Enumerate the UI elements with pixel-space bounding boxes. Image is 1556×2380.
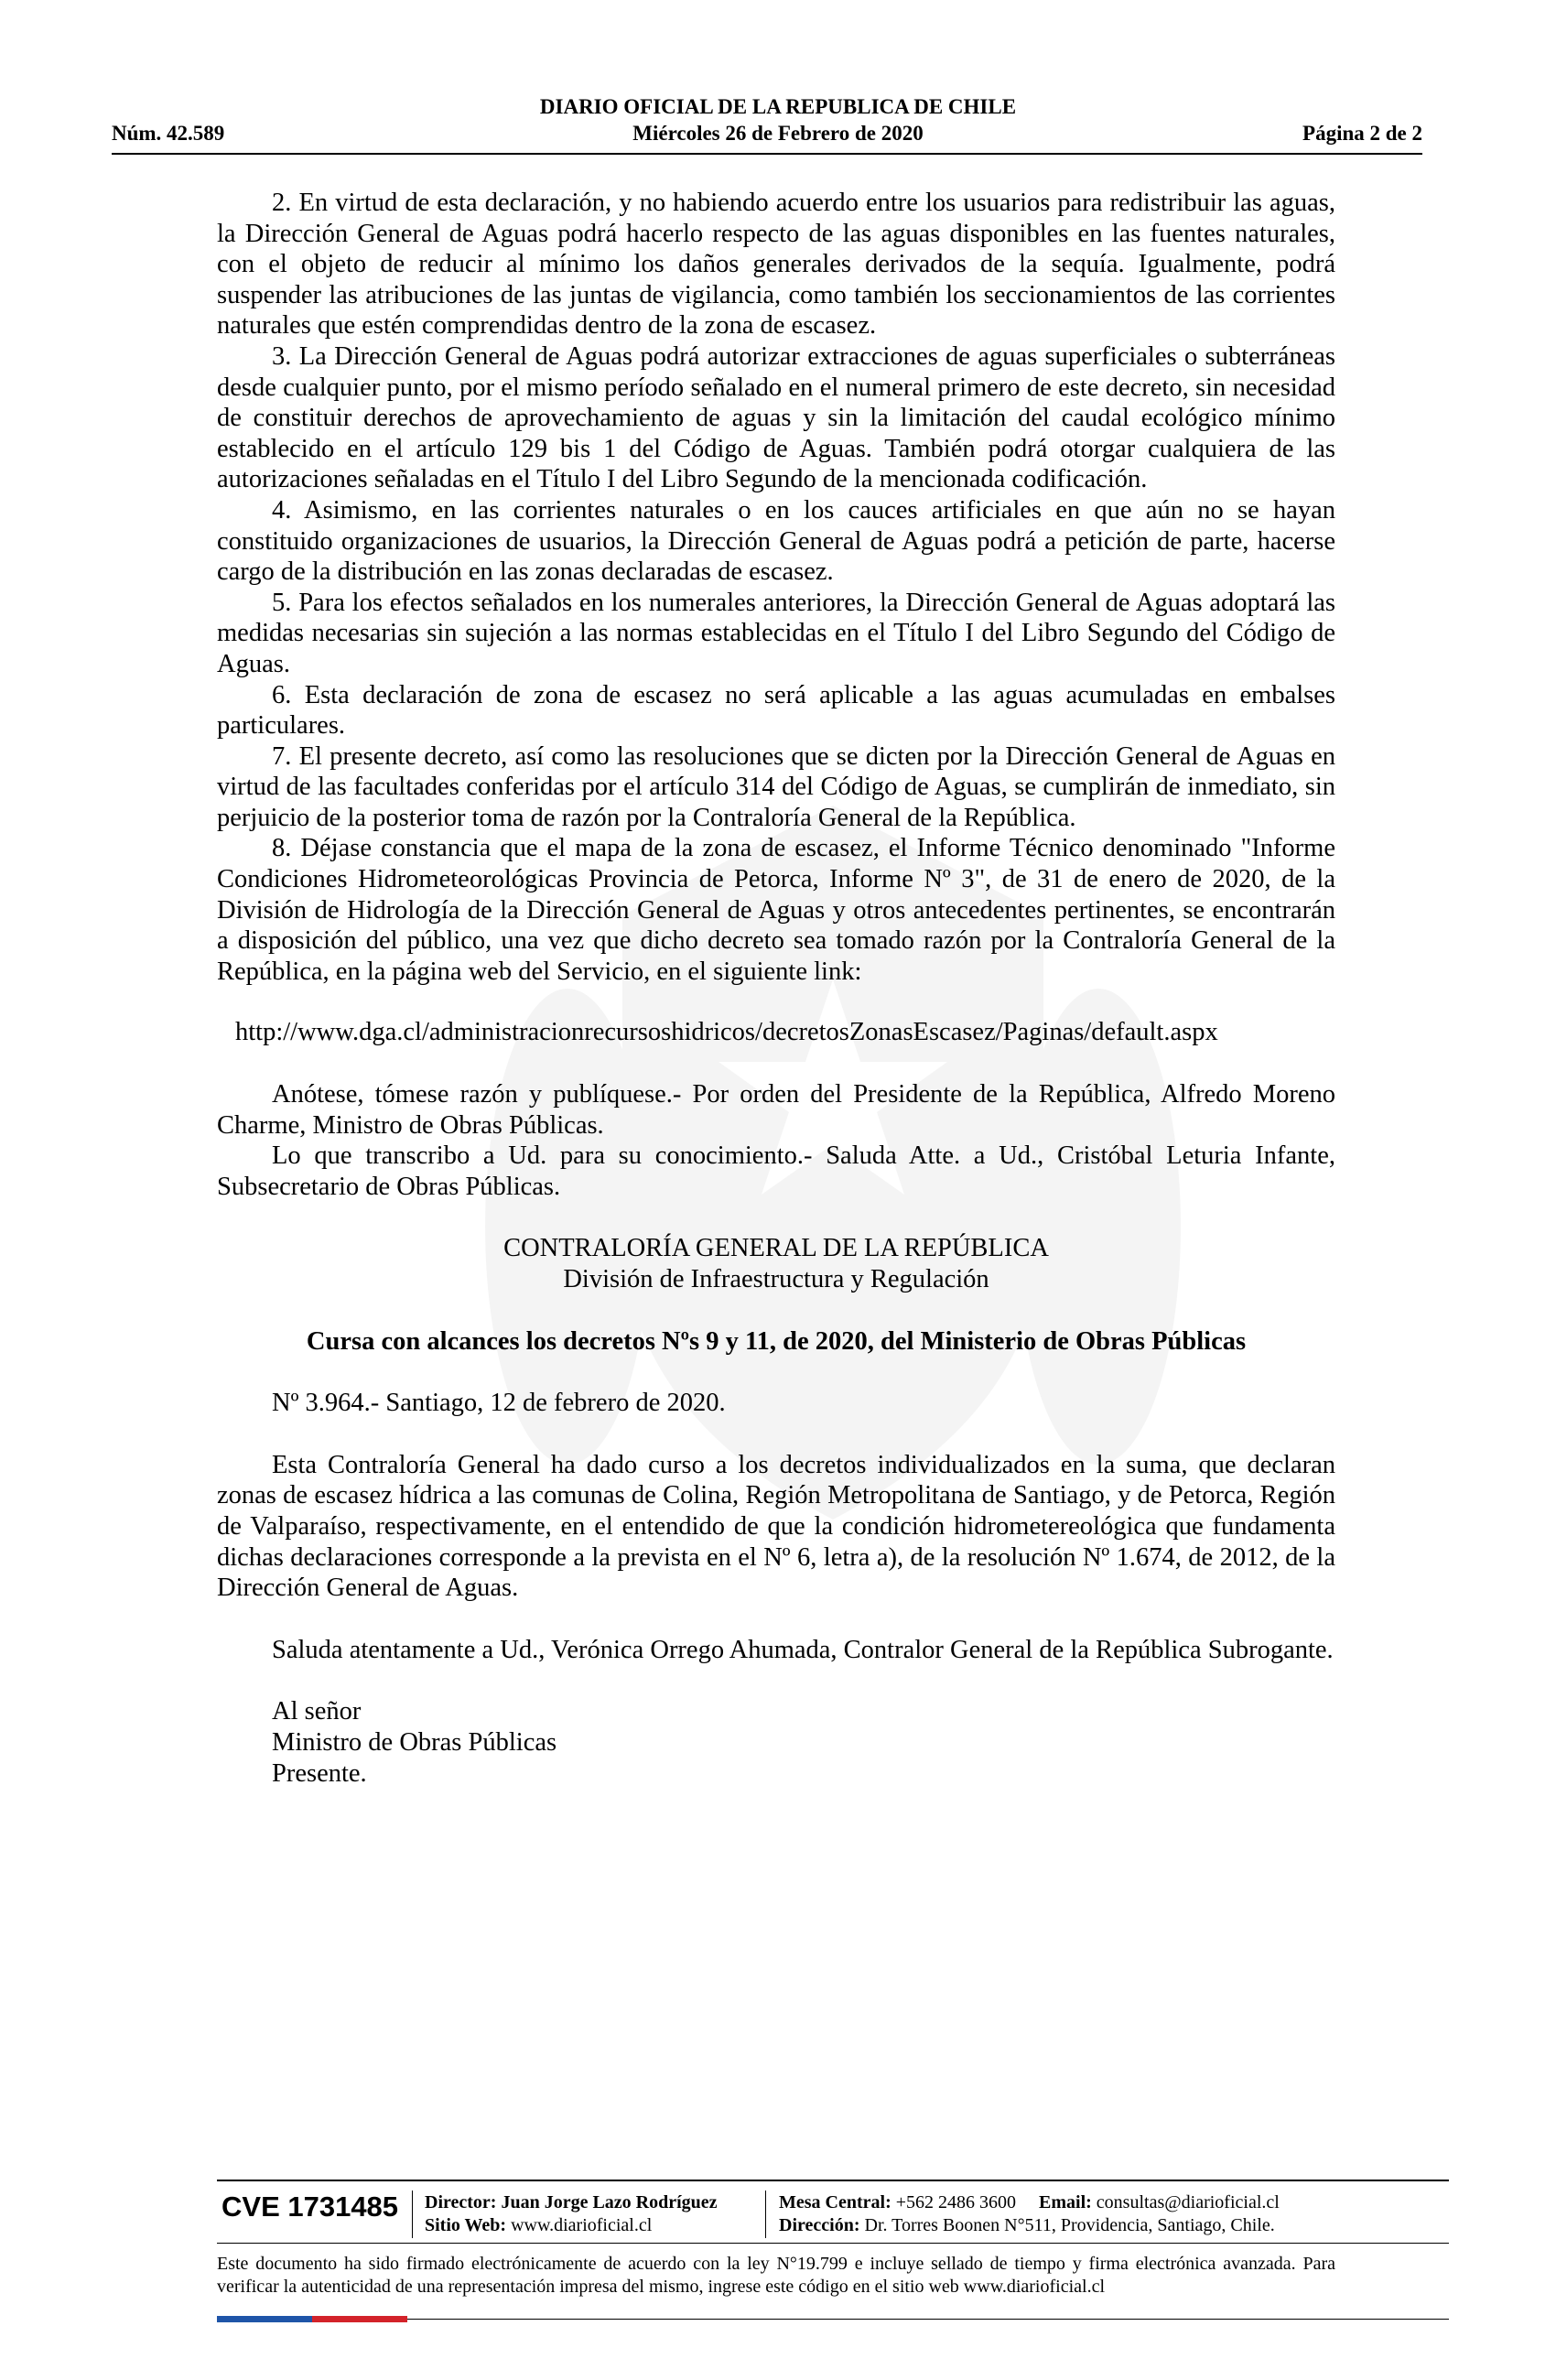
ministro-line: Ministro de Obras Públicas [272,1727,557,1757]
flag-blue-segment [217,2316,312,2322]
sitio-web-link[interactable]: www.diarioficial.cl [511,2215,653,2235]
esta-paragraph: Esta Contraloría General ha dado curso a los decretos individualizados en la suma, que declaran zonas de escasez hídrica a las comunas de Colina, Región Metropolitana de Santiago, y de Petorca, Región de Valparaíso, respectivamente, en el entendido de que la condición hidrometereológica que fundamenta dichas declaraciones corresponde a la prevista en el Nº 6, letra a), de la resolución Nº 1.674, de 2012, de la Dirección General de Aguas. [217,1450,1335,1603]
mesa-label: Mesa Central: [779,2192,891,2212]
footer-director-block [425,2191,718,2237]
signature-disclaimer: Este documento ha sido firmado electrónicamente de acuerdo con la ley N°19.799 e incluye sellado de tiempo y firma electrónica avanzada. Para verificar la autenticidad de una representación impresa del mismo, ingrese este código en el sitio web www.diarioficial.cl [217,2254,1335,2297]
footer-separator [765,2191,766,2238]
al-senor-line: Al señor [272,1697,362,1726]
footer-divider-mid [217,2243,1449,2244]
paragraph-7: 7. El presente decreto, así como las resoluciones que se dicten por la Dirección General de Aguas en virtud de las facultades conferidas por el artículo 314 del Código de Aguas, se cumplirán de inmediato, sin perjuicio de la posterior toma de razón por la Contraloría General de la República. [217,741,1335,832]
footer-separator [412,2191,413,2238]
page-number: Página 2 de 2 [1302,122,1422,145]
director-label: Director: [425,2192,497,2212]
footer-divider-top [217,2180,1449,2181]
sitio-label: Sitio Web: [425,2215,507,2235]
saluda-paragraph: Saluda atentamente a Ud., Verónica Orrego Ahumada, Contralor General de la República Subrogante. [272,1635,1334,1664]
paragraph-8: 8. Déjase constancia que el mapa de la zona de escasez, el Informe Técnico denominado "Informe Condiciones Hidrometeorológicas Provincia de Petorca, Informe Nº 3", de 31 de enero de 2020, de la División de Hidrología de la Dirección General de Aguas y otros antecedentes pertinentes, se encontrarán a disposición del público, una vez que dicho decreto sea tomado razón por la Contraloría General de la República, en la página web del Servicio, en el siguiente link: [217,834,1335,986]
issue-date: Miércoles 26 de Febrero de 2020 [632,122,924,145]
issue-number: Núm. 42.589 [112,122,225,145]
direccion-value: Dr. Torres Boonen N°511, Providencia, Santiago, Chile. [864,2215,1275,2235]
transcribo-paragraph: Lo que transcribo a Ud. para su conocimiento.- Saluda Atte. a Ud., Cristóbal Leturia Infante, Subsecretario de Obras Públicas. [217,1141,1335,1201]
cursa-heading: Cursa con alcances los decretos Nºs 9 y 11, de 2020, del Ministerio de Obras Públicas [306,1326,1247,1356]
flag-color-bar [217,2316,407,2322]
gazette-title: DIARIO OFICIAL DE LA REPUBLICA DE CHILE [539,95,1017,118]
dga-link[interactable]: http://www.dga.cl/administracionrecursoshidricos/decretosZonasEscasez/Paginas/default.aspx [235,1018,1218,1047]
director-name: Juan Jorge Lazo Rodríguez [501,2192,718,2212]
footer-contact-block [779,2191,1280,2237]
email-link[interactable]: consultas@diarioficial.cl [1096,2192,1280,2212]
cve-code: CVE 1731485 [222,2191,399,2223]
anotese-paragraph: Anótese, tómese razón y publíquese.- Por orden del Presidente de la República, Alfredo Moreno Charme, Ministro de Obras Públicas. [217,1080,1335,1140]
flag-red-segment [312,2316,407,2322]
paragraph-3: 3. La Dirección General de Aguas podrá autorizar extracciones de aguas superficiales o subterráneas desde cualquier punto, por el mismo período señalado en el numeral primero de este decreto, sin necesidad de constituir derechos de aprovechamiento de aguas y sin la limitación del caudal ecológico mínimo establecido en el artículo 129 bis 1 del Código de Aguas. También podrá otorgar cualquiera de las autorizaciones señaladas en el Título I del Libro Segundo de la mencionada codificación. [217,341,1335,494]
footer-divider-bottom [407,2319,1449,2320]
header-divider [112,153,1422,155]
paragraph-4: 4. Asimismo, en las corrientes naturales o en los cauces artificiales en que aún no se hayan constituido organizaciones de usuarios, la Dirección General de Aguas podrá a petición de parte, hacerse cargo de la distribución en las zonas declaradas de escasez. [217,495,1335,587]
paragraph-6: 6. Esta declaración de zona de escasez no será aplicable a las aguas acumuladas en embalses particulares. [217,680,1335,741]
presente-line: Presente. [272,1758,367,1788]
division-heading: División de Infraestructura y Regulación [563,1265,989,1293]
email-label: Email: [1039,2192,1092,2212]
contraloria-heading: CONTRALORÍA GENERAL DE LA REPÚBLICA [503,1234,1049,1263]
document-body [217,188,1335,1789]
paragraph-5: 5. Para los efectos señalados en los numerales anteriores, la Dirección General de Aguas adoptará las medidas necesarias sin sujeción a las normas establecidas en el Título I del Libro Segundo del Código de Aguas. [217,588,1335,678]
direccion-label: Dirección: [779,2215,860,2235]
numero-line: Nº 3.964.- Santiago, 12 de febrero de 2020. [272,1389,726,1418]
mesa-phone: +562 2486 3600 [895,2192,1017,2212]
paragraph-2: 2. En virtud de esta declaración, y no habiendo acuerdo entre los usuarios para redistribuir las aguas, la Dirección General de Aguas podrá hacerlo respecto de las aguas disponibles en las fuentes naturales, con el objeto de reducir al mínimo los daños generales derivados de la sequía. Igualmente, podrá suspender las atribuciones de las juntas de vigilancia, como también los seccionamientos de las corrientes naturales que estén comprendidas dentro de la zona de escasez. [217,189,1335,341]
